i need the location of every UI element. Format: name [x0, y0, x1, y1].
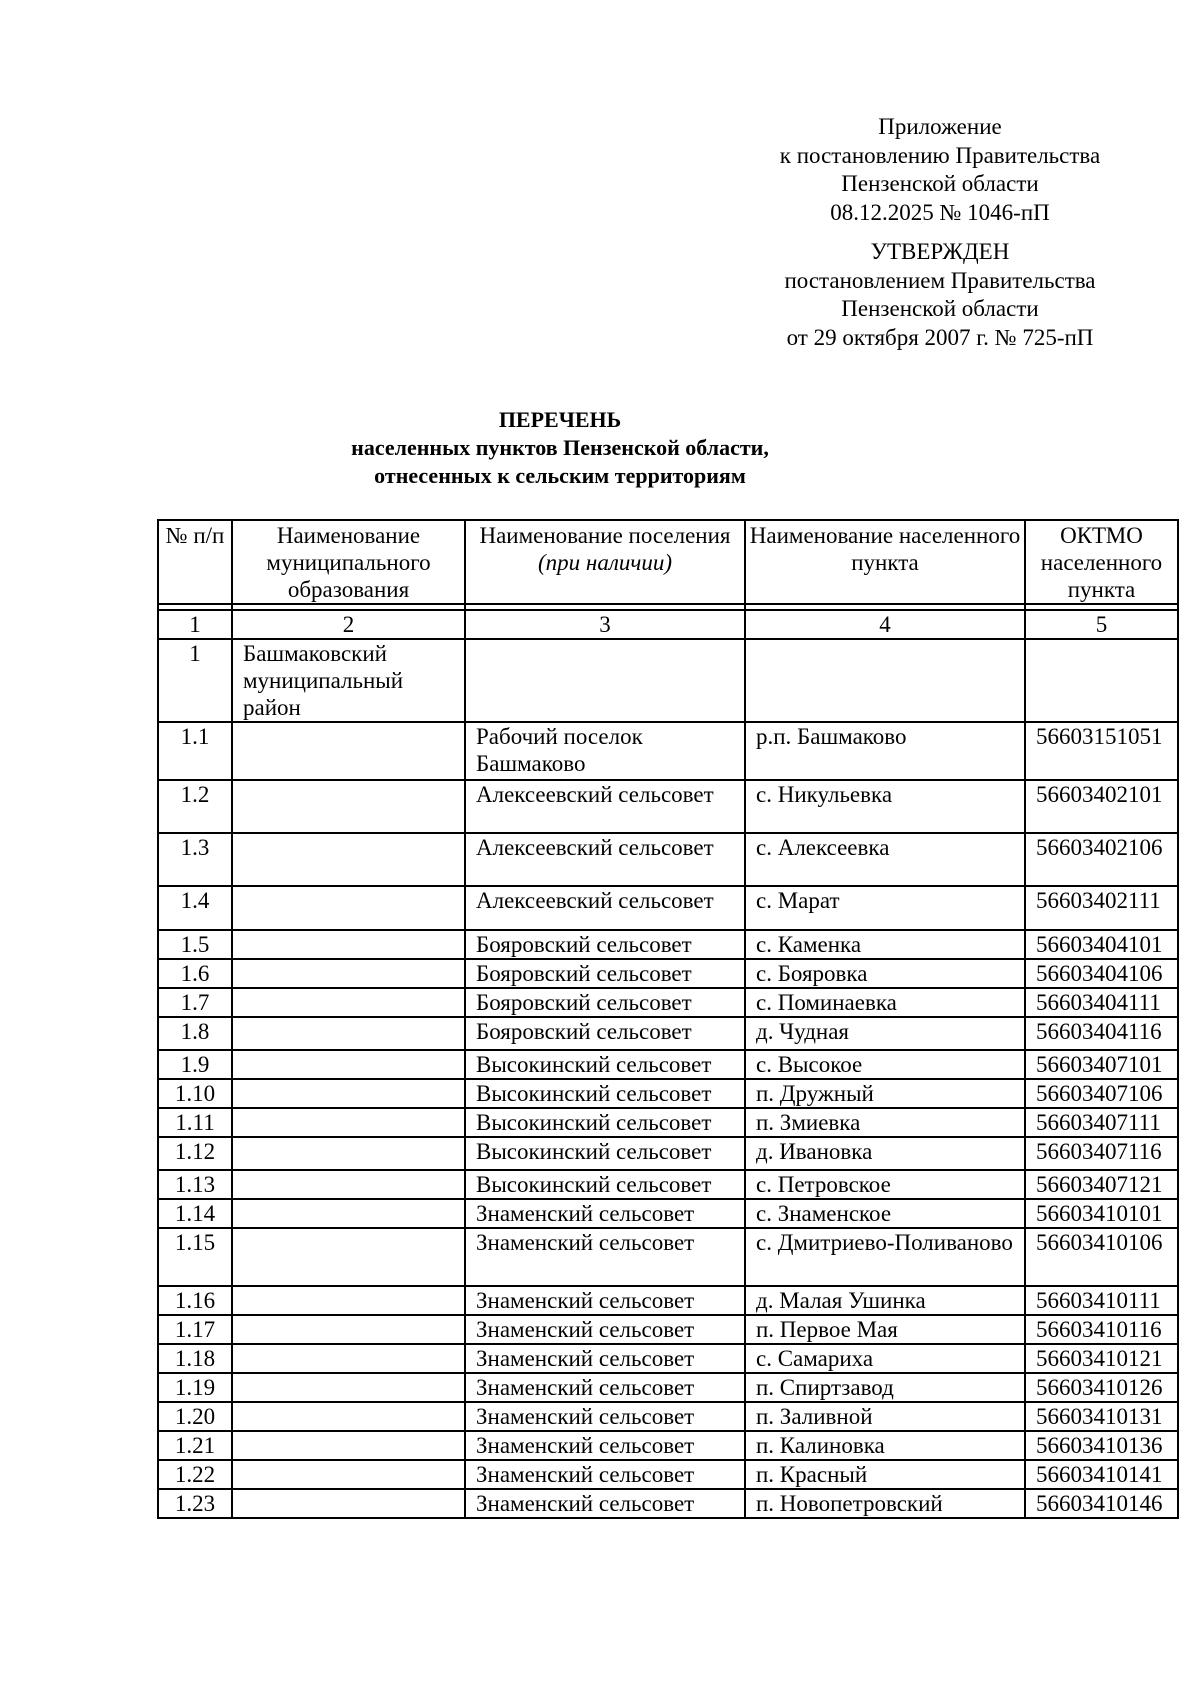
empty-cell: [745, 639, 1025, 722]
district-number: 1: [158, 639, 232, 722]
row-number: 1.16: [158, 1286, 232, 1315]
header-municipality-label: Наименование муниципального образования: [266, 523, 431, 602]
table-row: [158, 1344, 1178, 1373]
row-municipality: [232, 988, 465, 1017]
row-settlement: Знаменский сельсовет: [465, 1315, 745, 1344]
row-municipality: [232, 722, 465, 780]
table-row: [158, 886, 1178, 930]
row-municipality: [232, 1079, 465, 1108]
row-locality: с. Никульевка: [745, 780, 1025, 833]
row-municipality: [232, 1431, 465, 1460]
row-municipality: [232, 1050, 465, 1079]
row-number: 1.9: [158, 1050, 232, 1079]
row-number: 1.2: [158, 780, 232, 833]
row-settlement: Знаменский сельсовет: [465, 1373, 745, 1402]
row-locality: с. Дмитриево-Поливаново: [745, 1228, 1025, 1286]
approved-line-2: постановлением Правительства: [784, 267, 1096, 293]
header-settlement: [465, 520, 745, 604]
row-oktmo: 56603404116: [1025, 1017, 1178, 1050]
empty-cell: [1025, 639, 1178, 722]
row-oktmo: 56603402106: [1025, 833, 1178, 886]
row-number: 1.7: [158, 988, 232, 1017]
row-number: 1.4: [158, 886, 232, 930]
appendix-line-4: 08.12.2025 № 1046-пП: [830, 199, 1050, 225]
appendix-line-3: Пензенской области: [841, 171, 1039, 196]
column-numbers-row: [158, 610, 1178, 639]
row-oktmo: 56603410111: [1025, 1286, 1178, 1315]
header-number-label: № п/п: [165, 523, 225, 548]
row-oktmo: 56603402111: [1025, 886, 1178, 930]
row-settlement: Высокинский сельсовет: [465, 1170, 745, 1199]
table-row: [158, 1402, 1178, 1431]
row-oktmo: 56603410146: [1025, 1489, 1178, 1518]
row-municipality: [232, 1373, 465, 1402]
row-number: 1.6: [158, 959, 232, 988]
row-locality: с. Марат: [745, 886, 1025, 930]
column-number: 3: [465, 610, 745, 639]
row-number: 1.3: [158, 833, 232, 886]
row-locality: п. Заливной: [745, 1402, 1025, 1431]
row-settlement: Высокинский сельсовет: [465, 1050, 745, 1079]
table-row: [158, 1170, 1178, 1199]
title-line-1: ПЕРЕЧЕНЬ: [498, 407, 622, 432]
row-settlement: Знаменский сельсовет: [465, 1228, 745, 1286]
title-line-2: населенных пунктов Пензенской области,: [351, 435, 769, 460]
table-row: [158, 1017, 1178, 1050]
table-row: [158, 1050, 1178, 1079]
row-oktmo: 56603410101: [1025, 1199, 1178, 1228]
row-locality: д. Малая Ушинка: [745, 1286, 1025, 1315]
header-number: [158, 520, 232, 604]
row-number: 1.21: [158, 1431, 232, 1460]
table-row: [158, 833, 1178, 886]
table-row: [158, 780, 1178, 833]
row-number: 1.13: [158, 1170, 232, 1199]
row-settlement: Бояровский сельсовет: [465, 988, 745, 1017]
approved-line-3: Пензенской области: [841, 296, 1039, 321]
row-municipality: [232, 1137, 465, 1170]
row-settlement: Знаменский сельсовет: [465, 1402, 745, 1431]
row-settlement: Рабочий поселок Башмаково: [465, 722, 745, 780]
row-oktmo: 56603404106: [1025, 959, 1178, 988]
table-row: [158, 1199, 1178, 1228]
row-municipality: [232, 1108, 465, 1137]
appendix-line-2: к постановлению Правительства: [779, 142, 1101, 168]
row-settlement: Знаменский сельсовет: [465, 1431, 745, 1460]
row-locality: с. Поминаевка: [745, 988, 1025, 1017]
empty-cell: [465, 639, 745, 722]
approved-line-4: от 29 октября 2007 г. № 725-пП: [786, 324, 1094, 350]
row-locality: с. Алексеевка: [745, 833, 1025, 886]
row-oktmo: 56603410126: [1025, 1373, 1178, 1402]
row-settlement: Бояровский сельсовет: [465, 930, 745, 959]
title-line-3: отнесенных к сельским территориям: [374, 463, 746, 488]
row-municipality: [232, 833, 465, 886]
row-municipality: [232, 930, 465, 959]
row-number: 1.10: [158, 1079, 232, 1108]
table-row: [158, 1228, 1178, 1286]
row-locality: п. Дружный: [745, 1079, 1025, 1108]
header-municipality: [232, 520, 465, 604]
row-oktmo: 56603410141: [1025, 1460, 1178, 1489]
row-oktmo: 56603407116: [1025, 1137, 1178, 1170]
header-locality: [745, 520, 1025, 604]
row-number: 1.14: [158, 1199, 232, 1228]
row-municipality: [232, 1228, 465, 1286]
column-number: 1: [158, 610, 232, 639]
row-settlement: Высокинский сельсовет: [465, 1079, 745, 1108]
table-row: [158, 1315, 1178, 1344]
table-row: [158, 722, 1178, 780]
column-number: 4: [745, 610, 1025, 639]
row-locality: р.п. Башмаково: [745, 722, 1025, 780]
column-number: 2: [232, 610, 465, 639]
row-oktmo: 56603407101: [1025, 1050, 1178, 1079]
row-number: 1.19: [158, 1373, 232, 1402]
table-row: [158, 988, 1178, 1017]
row-municipality: [232, 1315, 465, 1344]
header-settlement-label: Наименование поселения: [479, 523, 731, 548]
row-oktmo: 56603407121: [1025, 1170, 1178, 1199]
row-number: 1.22: [158, 1460, 232, 1489]
row-settlement: Знаменский сельсовет: [465, 1489, 745, 1518]
row-locality: с. Знаменское: [745, 1199, 1025, 1228]
row-locality: п. Новопетровский: [745, 1489, 1025, 1518]
row-settlement: Знаменский сельсовет: [465, 1344, 745, 1373]
row-locality: с. Бояровка: [745, 959, 1025, 988]
table-header-row: [158, 520, 1178, 604]
row-municipality: [232, 1170, 465, 1199]
header-oktmo-label: ОКТМО населенного пункта: [1040, 523, 1163, 602]
row-number: 1.15: [158, 1228, 232, 1286]
row-settlement: Бояровский сельсовет: [465, 1017, 745, 1050]
row-settlement: Алексеевский сельсовет: [465, 833, 745, 886]
table-row: [158, 1079, 1178, 1108]
row-municipality: [232, 1286, 465, 1315]
row-locality: д. Ивановка: [745, 1137, 1025, 1170]
row-municipality: [232, 886, 465, 930]
row-municipality: [232, 1344, 465, 1373]
row-oktmo: 56603407111: [1025, 1108, 1178, 1137]
row-municipality: [232, 1199, 465, 1228]
row-settlement: Бояровский сельсовет: [465, 959, 745, 988]
appendix-line-1: Приложение: [878, 114, 1002, 139]
district-name: Башмаковский муниципальный район: [232, 639, 465, 722]
row-locality: п. Красный: [745, 1460, 1025, 1489]
row-oktmo: 56603402101: [1025, 780, 1178, 833]
table-row: [158, 930, 1178, 959]
column-number: 5: [1025, 610, 1178, 639]
row-number: 1.5: [158, 930, 232, 959]
row-locality: с. Самариха: [745, 1344, 1025, 1373]
row-municipality: [232, 1402, 465, 1431]
table-row: [158, 1286, 1178, 1315]
table-row: [158, 959, 1178, 988]
row-locality: с. Высокое: [745, 1050, 1025, 1079]
row-settlement: Высокинский сельсовет: [465, 1108, 745, 1137]
table-row: [158, 1373, 1178, 1402]
row-number: 1.11: [158, 1108, 232, 1137]
row-municipality: [232, 780, 465, 833]
row-number: 1.17: [158, 1315, 232, 1344]
header-locality-label: Наименование населенного пункта: [749, 523, 1021, 575]
row-oktmo: 56603410131: [1025, 1402, 1178, 1431]
row-oktmo: 56603410136: [1025, 1431, 1178, 1460]
row-municipality: [232, 1489, 465, 1518]
row-locality: с. Каменка: [745, 930, 1025, 959]
table-row: [158, 1431, 1178, 1460]
row-municipality: [232, 959, 465, 988]
row-number: 1.20: [158, 1402, 232, 1431]
table-row: [158, 1137, 1178, 1170]
row-settlement: Алексеевский сельсовет: [465, 886, 745, 930]
document-title: [200, 406, 920, 490]
appendix-block: [690, 113, 1190, 227]
row-locality: п. Первое Мая: [745, 1315, 1025, 1344]
row-settlement: Алексеевский сельсовет: [465, 780, 745, 833]
row-number: 1.12: [158, 1137, 232, 1170]
row-locality: с. Петровское: [745, 1170, 1025, 1199]
approved-line-1: УТВЕРЖДЕН: [870, 239, 1010, 264]
row-municipality: [232, 1017, 465, 1050]
table-row: [158, 1460, 1178, 1489]
header-oktmo: [1025, 520, 1178, 604]
row-settlement: Знаменский сельсовет: [465, 1199, 745, 1228]
row-oktmo: 56603410106: [1025, 1228, 1178, 1286]
row-settlement: Высокинский сельсовет: [465, 1137, 745, 1170]
row-oktmo: 56603410116: [1025, 1315, 1178, 1344]
row-locality: п. Калиновка: [745, 1431, 1025, 1460]
row-oktmo: 56603151051: [1025, 722, 1178, 780]
header-settlement-note: (при наличии): [538, 550, 672, 575]
row-oktmo: 56603404111: [1025, 988, 1178, 1017]
table-row: [158, 1108, 1178, 1137]
row-locality: п. Спиртзавод: [745, 1373, 1025, 1402]
row-settlement: Знаменский сельсовет: [465, 1460, 745, 1489]
row-locality: п. Змиевка: [745, 1108, 1025, 1137]
row-number: 1.1: [158, 722, 232, 780]
row-oktmo: 56603404101: [1025, 930, 1178, 959]
table-row: [158, 1489, 1178, 1518]
district-row: [158, 639, 1178, 722]
row-settlement: Знаменский сельсовет: [465, 1286, 745, 1315]
row-locality: д. Чудная: [745, 1017, 1025, 1050]
row-number: 1.18: [158, 1344, 232, 1373]
row-number: 1.8: [158, 1017, 232, 1050]
row-number: 1.23: [158, 1489, 232, 1518]
approved-block: [690, 238, 1190, 352]
localities-table: [157, 519, 1179, 1519]
row-oktmo: 56603410121: [1025, 1344, 1178, 1373]
row-municipality: [232, 1460, 465, 1489]
row-oktmo: 56603407106: [1025, 1079, 1178, 1108]
